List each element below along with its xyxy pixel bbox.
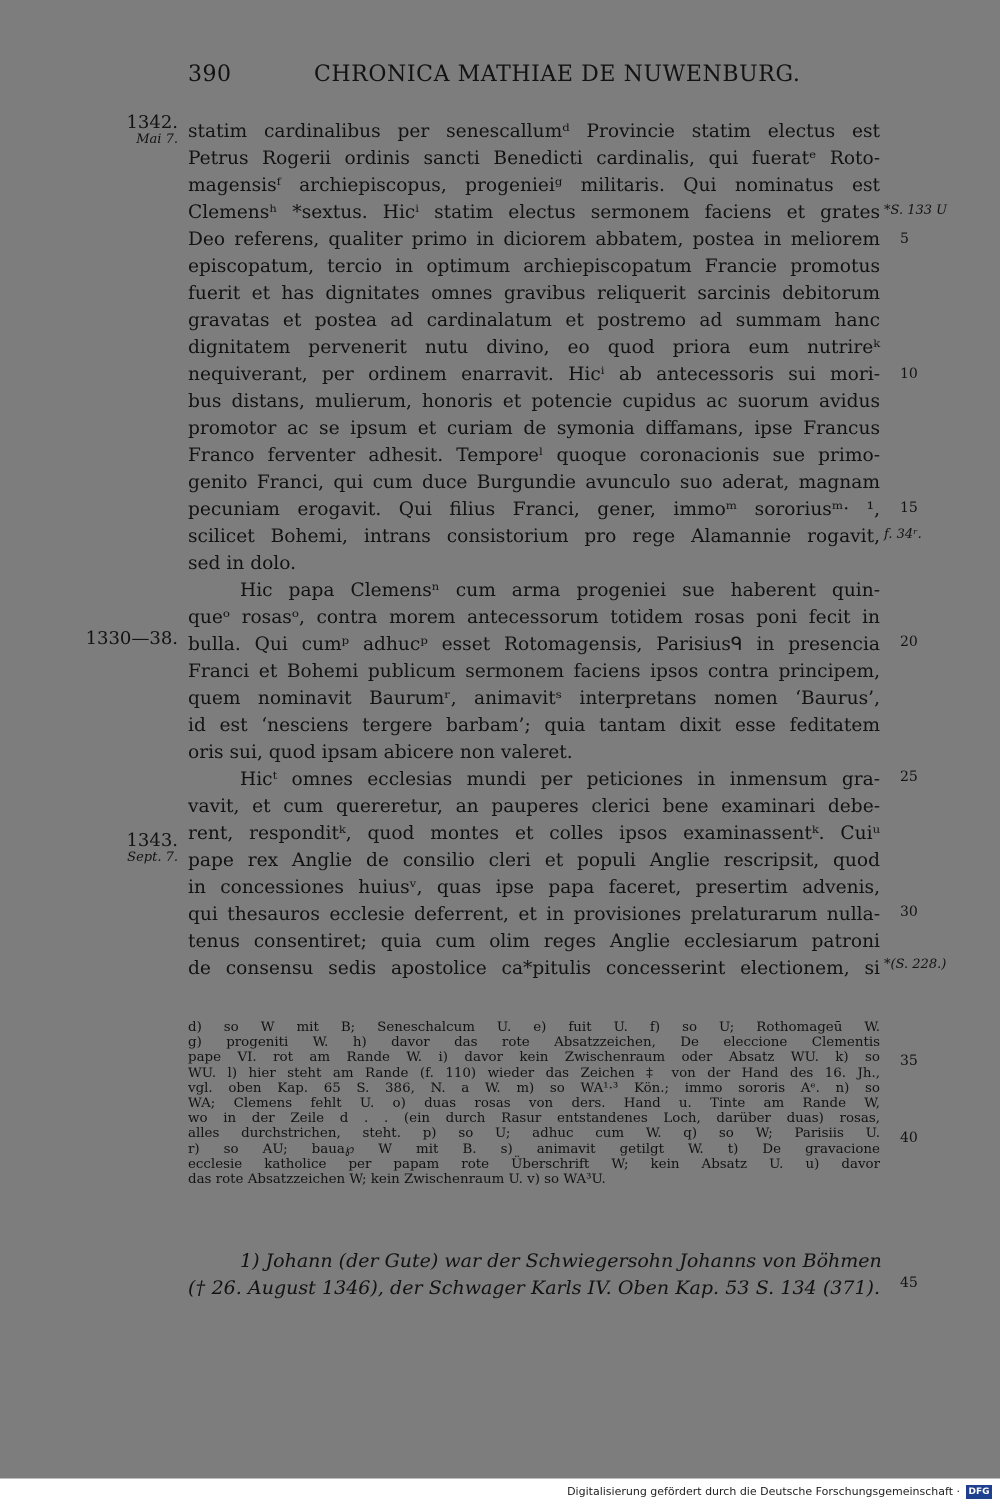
- margin-date-year: 1343.: [126, 830, 178, 851]
- text-line: sed in dolo.: [188, 553, 297, 574]
- text-line: promotor ac se ipsum et curiam de symonia diffamans, ipse Francus: [188, 418, 880, 439]
- text-line: queᵒ rosasᵒ, contra morem antecessorum totidem rosas poni fecit in: [188, 607, 880, 628]
- margin-folio-ref: f. 34ʳ.: [884, 527, 922, 542]
- margin-date-1330: 1330—38.: [85, 628, 178, 649]
- text-line: id est ‘nesciens tergere barbam’; quia tantam dixit esse feditatem: [188, 715, 880, 736]
- text-line: tenus consentiret; quia cum olim reges Anglie ecclesiarum patroni: [188, 931, 880, 952]
- text-line: pecuniam erogavit. Qui filius Franci, gener, immoᵐ sororiusᵐ· ¹,: [188, 499, 880, 520]
- text-line: Petrus Rogerii ordinis sancti Benedicti cardinalis, qui fueratᵉ Roto-: [188, 148, 880, 169]
- line-number: 35: [900, 1053, 918, 1069]
- footnote-line: pape VI. rot am Rande W. i) davor kein Zwischenraum oder Absatz WU. k) so: [188, 1050, 880, 1066]
- footnote-line: vgl. oben Kap. 65 S. 386, N. a W. m) so WA¹·³ Kön.; immo sororis Aᵉ. n) so: [188, 1080, 880, 1096]
- footnote-line: WA; Clemens fehlt U. o) duas rosas von ders. Hand u. Tinte am Rande W,: [188, 1095, 880, 1111]
- text-line: bulla. Qui cumᵖ adhucᵖ esset Rotomagensis, Parisiusᑫ in presencia: [188, 634, 880, 655]
- text-line: in concessiones huiusᵛ, quas ipse papa faceret, presertim advenis,: [188, 877, 880, 898]
- line-number: 30: [900, 904, 918, 920]
- line-number: 45: [900, 1275, 918, 1291]
- page-header: [188, 60, 878, 94]
- line-number: 40: [900, 1130, 918, 1146]
- margin-page-ref: *S. 133 U: [884, 203, 948, 218]
- text-line: genito Franci, qui cum duce Burgundie avunculo suo aderat, magnam: [188, 472, 880, 493]
- footnote-line: r) so AU; baua℘ W mit B. s) animavit getilgt W. t) De gravacione: [188, 1141, 880, 1157]
- running-title: CHRONICA MATHIAE DE NUWENBURG.: [314, 62, 801, 87]
- text-line: statim cardinalibus per senescallumᵈ Provincie statim electus est: [188, 121, 880, 142]
- line-number: 10: [900, 366, 918, 382]
- line-number: 5: [900, 231, 909, 247]
- line-number: 20: [900, 634, 918, 650]
- text-line: qui thesauros ecclesie deferrent, et in provisiones prelaturarum nulla-: [188, 904, 880, 925]
- text-line: bus distans, mulierum, honoris et potencie cupidus ac suorum avidus: [188, 391, 880, 412]
- margin-page-ref: *(S. 228.): [884, 957, 947, 972]
- margin-date-day: Mai 7.: [136, 132, 178, 147]
- line-number: 25: [900, 769, 918, 785]
- text-line: dignitatem pervenerit nutu divino, eo quod priora eum nutrireᵏ: [188, 337, 880, 358]
- text-line: Franci et Bohemi publicum sermonem faciens ipsos contra principem,: [188, 661, 880, 682]
- text-line: nequiverant, per ordinem enarravit. Hicⁱ ab antecessoris sui mori-: [188, 364, 880, 385]
- text-line: Franco ferventer adhesit. Temporeˡ quoque coronacionis sue primo-: [188, 445, 880, 466]
- critical-apparatus: [188, 1020, 880, 1187]
- explanatory-note: [188, 1248, 880, 1302]
- text-line: magensisᶠ archiepiscopus, progenieiᵍ militaris. Qui nominatus est: [188, 175, 880, 196]
- footnote-line: das rote Absatzzeichen W; kein Zwischenraum U. v) so WA³U.: [188, 1171, 606, 1187]
- footnote-line: g) progeniti W. h) davor das rote Absatzzeichen, De eleccione Clementis: [188, 1035, 880, 1051]
- page-number: 390: [188, 62, 232, 87]
- text-line: rent, responditᵏ, quod montes et colles ipsos examinassentᵏ. Cuiᵘ: [188, 823, 880, 844]
- text-line: Deo referens, qualiter primo in diciorem abbatem, postea in meliorem: [188, 229, 880, 250]
- note-line: 1) Johann (der Gute) war der Schwiegersohn Johanns von Böhmen: [240, 1250, 882, 1272]
- main-text: [188, 118, 880, 982]
- text-line: gravatas et postea ad cardinalatum et postremo ad summam hanc: [188, 310, 880, 331]
- text-line: Hicᵗ omnes ecclesias mundi per peticiones in inmensum gra-: [240, 769, 880, 790]
- text-line: Hic papa Clemensⁿ cum arma progeniei sue haberent quin-: [240, 580, 880, 601]
- dfg-logo-icon: DFG: [966, 1485, 992, 1499]
- footnote-line: WU. l) hier steht am Rande (f. 110) wieder das Zeichen ‡ von der Hand des 16. Jh.,: [188, 1065, 880, 1081]
- text-line: scilicet Bohemi, intrans consistorium pro rege Alamannie rogavit,: [188, 526, 880, 547]
- text-line: quem nominavit Baurumʳ, animavitˢ interpretans nomen ‘Baurus’,: [188, 688, 880, 709]
- text-line: Clemensʰ *sextus. Hicⁱ statim electus sermonem faciens et grates: [188, 202, 880, 223]
- margin-date-year: 1342.: [126, 112, 178, 133]
- footnote-line: ecclesie katholice per papam rote Überschrift W; kein Absatz U. u) davor: [188, 1156, 880, 1172]
- footnote-line: wo in der Zeile d . . (ein durch Rasur entstandenes Loch, darüber duas) rosas,: [188, 1111, 880, 1127]
- line-number: 15: [900, 500, 918, 516]
- text-line: pape rex Anglie de consilio cleri et populi Anglie rescripsit, quod: [188, 850, 880, 871]
- text-line: de consensu sedis apostolice ca*pitulis concesserint electionem, si: [188, 958, 880, 979]
- text-line: vavit, et cum quereretur, an pauperes clerici bene examinari debe-: [188, 796, 880, 817]
- text-line: fuerit et has dignitates omnes gravibus reliquerit sarcinis debitorum: [188, 283, 880, 304]
- footnote-line: alles durchstrichen, steht. p) so U; adhuc cum W. q) so W; Parisiis U.: [188, 1126, 880, 1142]
- funding-text: Digitalisierung gefördert durch die Deutsche Forschungsgemeinschaft ·: [567, 1485, 960, 1498]
- text-line: oris sui, quod ipsam abicere non valeret.: [188, 742, 573, 763]
- footnote-line: d) so W mit B; Seneschalcum U. e) fuit U. f) so U; Rothomageū W.: [188, 1020, 880, 1035]
- margin-date-1343: [126, 830, 178, 864]
- text-line: episcopatum, tercio in optimum archiepiscopatum Francie promotus: [188, 256, 880, 277]
- margin-date-day: Sept. 7.: [127, 850, 178, 865]
- note-line: († 26. August 1346), der Schwager Karls IV. Oben Kap. 53 S. 134 (371).: [188, 1277, 880, 1299]
- funding-bar: [0, 1478, 1000, 1505]
- margin-date-1342: [126, 112, 178, 146]
